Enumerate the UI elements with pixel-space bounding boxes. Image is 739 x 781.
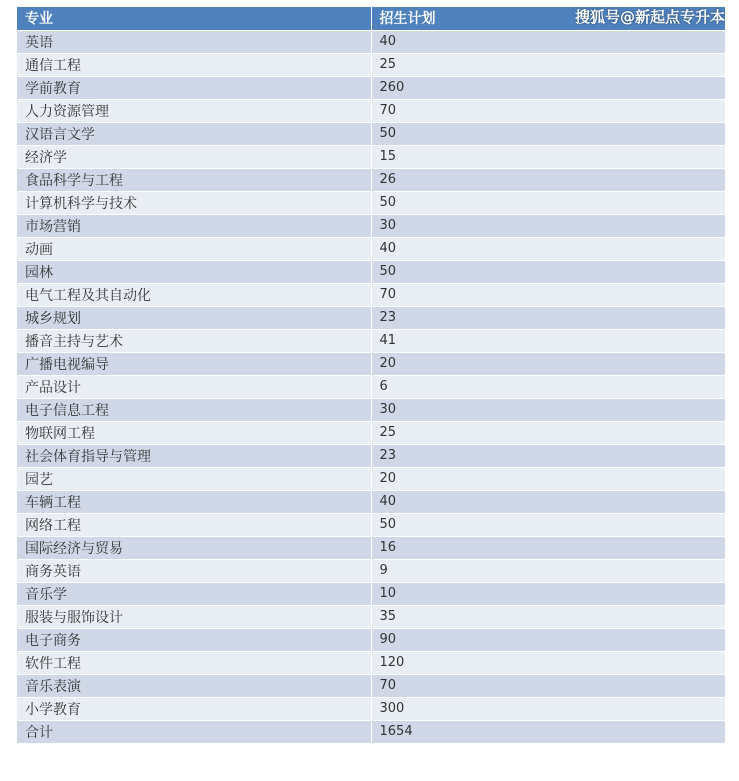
- table-row: [17, 536, 725, 559]
- major-cell: 商务英语: [17, 559, 371, 582]
- major-cell: 食品科学与工程: [17, 168, 371, 191]
- major-cell: 播音主持与艺术: [17, 329, 371, 352]
- table-body: [17, 30, 725, 743]
- major-cell: 动画: [17, 237, 371, 260]
- enrollment-count-cell: 23: [371, 306, 725, 329]
- major-cell: 小学教育: [17, 697, 371, 720]
- major-cell: 电气工程及其自动化: [17, 283, 371, 306]
- enrollment-count-cell: 300: [371, 697, 725, 720]
- enrollment-count-cell: 35: [371, 605, 725, 628]
- table-total-row: [17, 720, 725, 743]
- enrollment-count-cell: 70: [371, 674, 725, 697]
- enrollment-count-cell: 70: [371, 99, 725, 122]
- enrollment-count-cell: 50: [371, 260, 725, 283]
- major-cell: 英语: [17, 30, 371, 53]
- major-cell: 计算机科学与技术: [17, 191, 371, 214]
- enrollment-count-cell: 40: [371, 490, 725, 513]
- enrollment-count-cell: 26: [371, 168, 725, 191]
- enrollment-count-cell: 41: [371, 329, 725, 352]
- table-row: [17, 559, 725, 582]
- enrollment-count-cell: 20: [371, 467, 725, 490]
- major-cell: 合计: [17, 720, 371, 743]
- major-cell: 人力资源管理: [17, 99, 371, 122]
- major-cell: 市场营销: [17, 214, 371, 237]
- sohu-watermark: 搜狐号@新起点专升本: [574, 8, 725, 26]
- major-cell: 社会体育指导与管理: [17, 444, 371, 467]
- enrollment-count-cell: 1654: [371, 720, 725, 743]
- enrollment-count-cell: 6: [371, 375, 725, 398]
- table-row: [17, 30, 725, 53]
- table-row: [17, 651, 725, 674]
- major-cell: 音乐表演: [17, 674, 371, 697]
- table-row: [17, 628, 725, 651]
- table-row: [17, 145, 725, 168]
- header-enrollment-plan: 招生计划: [371, 7, 725, 30]
- major-cell: 电子商务: [17, 628, 371, 651]
- enrollment-count-cell: 40: [371, 237, 725, 260]
- major-cell: 产品设计: [17, 375, 371, 398]
- enrollment-count-cell: 23: [371, 444, 725, 467]
- table-row: [17, 168, 725, 191]
- table-row: [17, 283, 725, 306]
- major-cell: 车辆工程: [17, 490, 371, 513]
- major-cell: 园林: [17, 260, 371, 283]
- table-row: [17, 329, 725, 352]
- table-row: [17, 674, 725, 697]
- table-row: [17, 444, 725, 467]
- table-row: [17, 214, 725, 237]
- table-row: [17, 76, 725, 99]
- table-row: [17, 352, 725, 375]
- enrollment-count-cell: 40: [371, 30, 725, 53]
- table-row: [17, 122, 725, 145]
- enrollment-count-cell: 50: [371, 513, 725, 536]
- enrollment-count-cell: 10: [371, 582, 725, 605]
- table-row: [17, 582, 725, 605]
- major-cell: 音乐学: [17, 582, 371, 605]
- table-row: [17, 260, 725, 283]
- table-row: [17, 53, 725, 76]
- table-row: [17, 467, 725, 490]
- admission-plan-table: [17, 7, 726, 744]
- table-row: [17, 306, 725, 329]
- enrollment-count-cell: 16: [371, 536, 725, 559]
- table-row: [17, 99, 725, 122]
- table-row: [17, 237, 725, 260]
- major-cell: 电子信息工程: [17, 398, 371, 421]
- table-row: [17, 513, 725, 536]
- table-row: [17, 605, 725, 628]
- enrollment-count-cell: 20: [371, 352, 725, 375]
- enrollment-count-cell: 30: [371, 214, 725, 237]
- header-major: 专业: [17, 7, 371, 30]
- major-cell: 服装与服饰设计: [17, 605, 371, 628]
- enrollment-count-cell: 260: [371, 76, 725, 99]
- enrollment-count-cell: 30: [371, 398, 725, 421]
- enrollment-count-cell: 120: [371, 651, 725, 674]
- major-cell: 城乡规划: [17, 306, 371, 329]
- enrollment-count-cell: 70: [371, 283, 725, 306]
- enrollment-count-cell: 50: [371, 122, 725, 145]
- major-cell: 汉语言文学: [17, 122, 371, 145]
- admission-plan-table-container: [17, 7, 725, 744]
- table-row: [17, 375, 725, 398]
- enrollment-count-cell: 9: [371, 559, 725, 582]
- table-row: [17, 191, 725, 214]
- table-row: [17, 490, 725, 513]
- major-cell: 广播电视编导: [17, 352, 371, 375]
- enrollment-count-cell: 15: [371, 145, 725, 168]
- table-row: [17, 421, 725, 444]
- enrollment-count-cell: 50: [371, 191, 725, 214]
- major-cell: 园艺: [17, 467, 371, 490]
- enrollment-count-cell: 25: [371, 421, 725, 444]
- major-cell: 通信工程: [17, 53, 371, 76]
- table-row: [17, 398, 725, 421]
- major-cell: 物联网工程: [17, 421, 371, 444]
- major-cell: 软件工程: [17, 651, 371, 674]
- table-row: [17, 697, 725, 720]
- enrollment-count-cell: 25: [371, 53, 725, 76]
- major-cell: 国际经济与贸易: [17, 536, 371, 559]
- major-cell: 经济学: [17, 145, 371, 168]
- major-cell: 学前教育: [17, 76, 371, 99]
- enrollment-count-cell: 90: [371, 628, 725, 651]
- major-cell: 网络工程: [17, 513, 371, 536]
